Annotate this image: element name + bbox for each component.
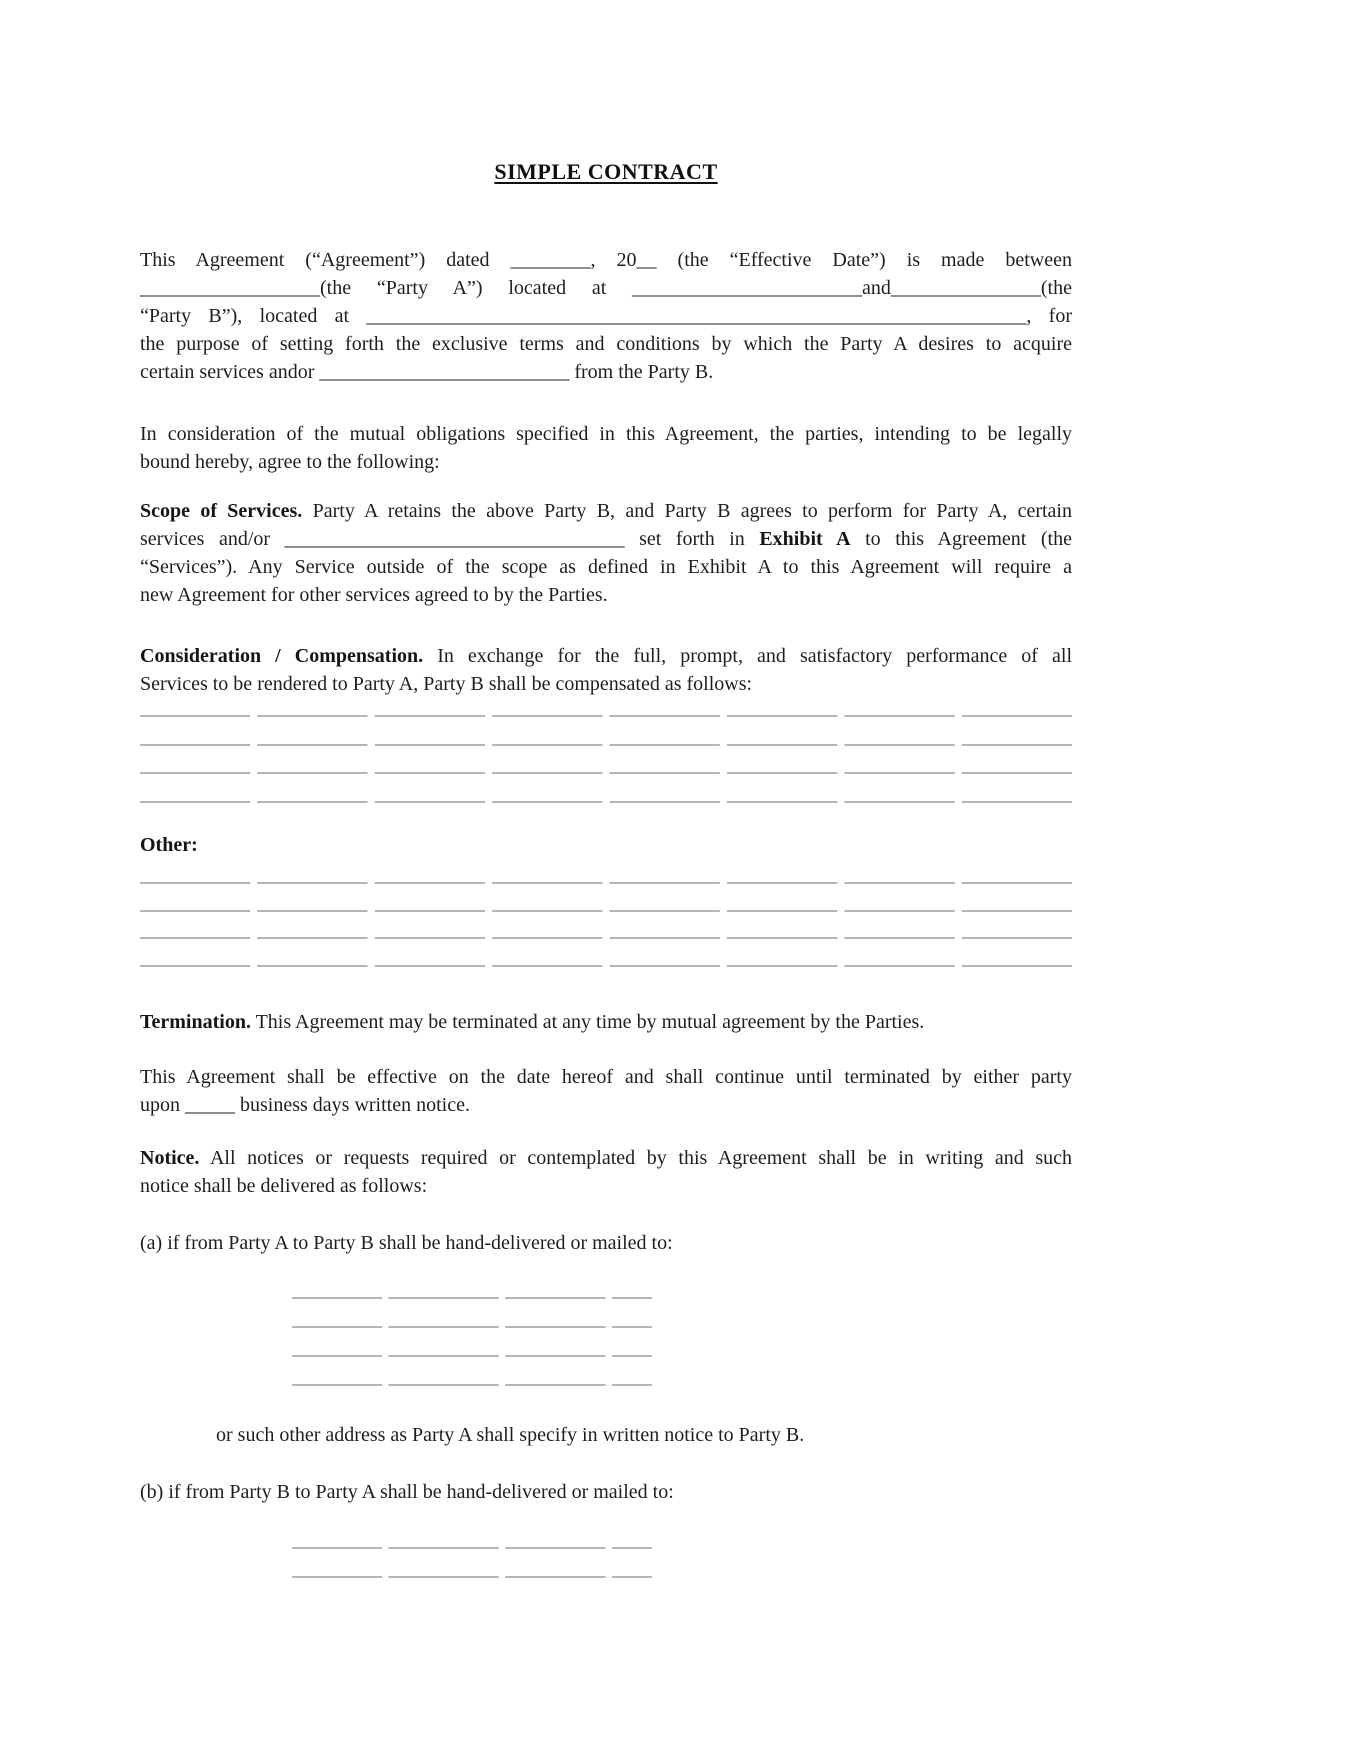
scope-line-1: Scope of Services. Party A retains the above Party B, and Party B agrees to perform for Party A, certain	[140, 500, 1072, 522]
address-blank-lines-a	[140, 1276, 1072, 1392]
notice-paragraph	[140, 1144, 1072, 1200]
compensation-blank-lines	[140, 694, 1072, 808]
scope-heading: Scope of Services.	[140, 500, 303, 522]
blank-line: ___________ ___________ ___________ ___________ ___________ ___________ ___________ ___________	[140, 891, 1072, 914]
consideration-clause-line-2: bound hereby, agree to the following:	[140, 451, 440, 473]
blank-line: ___________ ___________ ___________ ___________ ___________ ___________ ___________ ___________	[140, 919, 1072, 942]
address-blank-line: _________ ___________ __________ ____	[292, 1557, 652, 1580]
intro-line-1: This Agreement (“Agreement”) dated ________, 20__ (the “Effective Date”) is made between	[140, 249, 1072, 271]
termination-line: Termination. This Agreement may be terminated at any time by mutual agreement by the Parties.	[140, 1011, 925, 1033]
page-title	[140, 158, 1072, 186]
scope-line-4: new Agreement for other services agreed to by the Parties.	[140, 584, 608, 606]
blank-line: ___________ ___________ ___________ ___________ ___________ ___________ ___________ ___________	[140, 725, 1072, 748]
address-blank-line: _________ ___________ __________ ____	[292, 1529, 652, 1551]
notice-option-b: (b) if from Party B to Party A shall be hand-delivered or mailed to:	[140, 1481, 674, 1503]
notice-heading: Notice.	[140, 1147, 200, 1169]
address-blank-line: _________ ___________ __________ ____	[292, 1308, 652, 1330]
scope-line-3: “Services”). Any Service outside of the scope as defined in Exhibit A to this Agreement will require a	[140, 556, 1072, 578]
intro-line-2: __________________(the “Party A”) located at _______________________and_______________(the	[140, 277, 1072, 299]
termination-paragraph	[140, 1008, 1072, 1036]
exhibit-a-reference: Exhibit A	[759, 528, 851, 550]
termination-heading: Termination.	[140, 1011, 251, 1033]
blank-line: ___________ ___________ ___________ ___________ ___________ ___________ ___________ ___________	[140, 697, 1072, 719]
other-section-label	[140, 831, 1072, 859]
notice-alt-address: or such other address as Party A shall specify in written notice to Party B.	[216, 1424, 805, 1446]
address-blank-line: _________ ___________ __________ ____	[292, 1279, 652, 1301]
blank-line: ___________ ___________ ___________ ___________ ___________ ___________ ___________ ___________	[140, 864, 1072, 886]
address-blank-line: _________ ___________ __________ ____	[292, 1366, 652, 1388]
page-title-text: SIMPLE CONTRACT	[494, 159, 718, 184]
intro-paragraph	[140, 246, 1072, 386]
consideration-clause-line-1: In consideration of the mutual obligations specified in this Agreement, the parties, intending to be legally	[140, 423, 1072, 445]
effective-paragraph	[140, 1063, 1072, 1119]
compensation-paragraph	[140, 642, 1072, 698]
blank-line: ___________ ___________ ___________ ___________ ___________ ___________ ___________ ___________	[140, 782, 1072, 805]
effective-line-1: This Agreement shall be effective on the date hereof and shall continue until terminated by either party	[140, 1066, 1072, 1088]
address-blank-line: _________ ___________ __________ ____	[292, 1337, 652, 1359]
address-blank-lines-b	[140, 1526, 1072, 1583]
intro-line-3: “Party B”), located at __________________________________________________________________, for	[140, 305, 1072, 327]
scope-line-2: services and/or __________________________________ set forth in Exhibit A to this Agreement (the	[140, 528, 1072, 550]
effective-line-2: upon _____ business days written notice.	[140, 1094, 470, 1116]
compensation-line-2: Services to be rendered to Party A, Party B shall be compensated as follows:	[140, 673, 753, 695]
consideration-clause	[140, 420, 1072, 476]
scope-paragraph	[140, 497, 1072, 609]
other-heading: Other:	[140, 834, 198, 856]
blank-line: ___________ ___________ ___________ ___________ ___________ ___________ ___________ ___________	[140, 754, 1072, 776]
notice-option-a: (a) if from Party A to Party B shall be hand-delivered or mailed to:	[140, 1232, 673, 1254]
blank-line: ___________ ___________ ___________ ___________ ___________ ___________ ___________ ___________	[140, 946, 1072, 969]
notice-line-2: notice shall be delivered as follows:	[140, 1175, 428, 1197]
intro-line-5: certain services andor _________________________ from the Party B.	[140, 361, 714, 383]
other-blank-lines	[140, 862, 1072, 972]
intro-line-4: the purpose of setting forth the exclusive terms and conditions by which the Party A desires to acquire	[140, 333, 1072, 355]
compensation-heading: Consideration / Compensation.	[140, 645, 424, 667]
compensation-line-1: Consideration / Compensation. In exchange for the full, prompt, and satisfactory performance of all	[140, 645, 1073, 667]
notice-line-1: Notice. All notices or requests required or contemplated by this Agreement shall be in writing and such	[140, 1147, 1072, 1169]
